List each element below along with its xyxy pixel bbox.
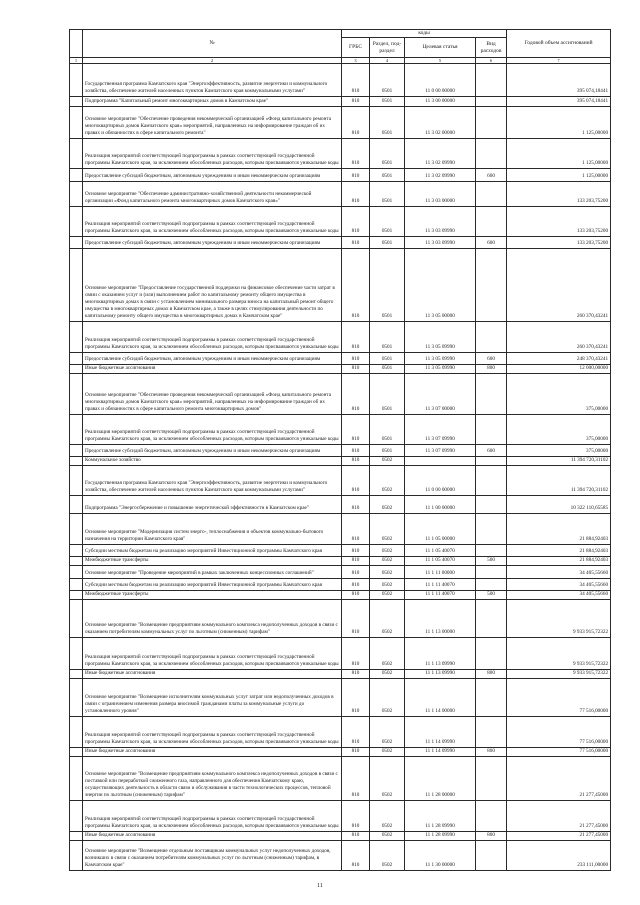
row-type: 800 (476, 748, 507, 757)
row-grbs: 810 (342, 801, 370, 832)
row-type (476, 374, 507, 415)
row-index (70, 353, 83, 365)
row-index (70, 237, 83, 249)
row-section: 0501 (370, 237, 405, 249)
row-grbs: 810 (342, 466, 370, 496)
row-amount: 21 277,45000 (507, 832, 611, 841)
row-type: 600 (476, 445, 507, 457)
row-amount: 375,00000 (507, 374, 611, 415)
row-target: 11 3 05 09990 (405, 353, 476, 365)
row-name: Реализация мероприятий соответствующей подпрограммы в рамках соответствующей государственной программы Камчатского края, за исключением обособленных расходов, которым присваиваются уникальные коды (83, 322, 342, 353)
row-type (476, 207, 507, 237)
row-grbs: 810 (342, 207, 370, 237)
header-index-1: 1 (70, 58, 83, 64)
row-type: 800 (476, 670, 507, 679)
row-grbs: 810 (342, 514, 370, 545)
row-target: 11 1 14 00000 (405, 679, 476, 717)
row-name: Основное мероприятие "Проведение мероприятий в рамках заключенных концессионных соглашений" (83, 566, 342, 579)
header-target: Целевая статья (405, 38, 476, 58)
row-section: 0501 (370, 249, 405, 322)
row-section: 0501 (370, 182, 405, 207)
row-type (476, 545, 507, 557)
table-row (70, 566, 611, 579)
row-section: 0502 (370, 496, 405, 514)
table-row (70, 557, 611, 566)
row-section: 0502 (370, 591, 405, 600)
row-name: Основное мероприятие "Возмещение отдельным поставщикам коммунальных услуг недополученных доходов, возникших в связи с оказанием потребителям коммунальных услуг по льготным (сниженным) тарифам, в Камчатском крае" (83, 841, 342, 871)
row-type (476, 600, 507, 638)
row-name: Иные бюджетные ассигнования (83, 365, 342, 374)
page-number: 11 (317, 883, 323, 889)
row-target: 11 1 11 00000 (405, 566, 476, 579)
row-type (476, 496, 507, 514)
row-name: Основное мероприятие "Предоставление государственной поддержки на финансовое обеспечение части затрат в связи с оказанием услуг и (или) выполнением работ по капитальному ремонту общего имущества в многоквартирных домах в связи с установлением минимального размера взноса на капитальный ремонт общего имущества в многоквартирных домах в Камчатском крае, а также в целях стимулирования деятельности по капитальному ремонту общего имущества в многоквартирных домах в Камчатском крае" (83, 249, 342, 322)
row-amount: 9 933 915,72322 (507, 600, 611, 638)
row-type (476, 64, 507, 97)
row-name: Подпрограмма "Энергосбережение и повышение энергетической эффективности в Камчатском крае" (83, 496, 342, 514)
row-index (70, 415, 83, 445)
table-row (70, 748, 611, 757)
row-index (70, 496, 83, 514)
header-blank-1 (70, 30, 83, 58)
row-amount: 12 000,00000 (507, 365, 611, 374)
row-section: 0502 (370, 679, 405, 717)
row-index (70, 717, 83, 748)
row-index (70, 365, 83, 374)
row-type (476, 182, 507, 207)
row-name: Реализация мероприятий соответствующей подпрограммы в рамках соответствующей государственной программы Камчатского края, за исключением обособленных расходов, которым присваиваются уникальные коды (83, 415, 342, 445)
row-grbs: 810 (342, 97, 370, 107)
row-amount: 248 370,43241 (507, 353, 611, 365)
row-index (70, 579, 83, 591)
row-section: 0502 (370, 557, 405, 566)
row-grbs: 810 (342, 182, 370, 207)
row-target: 11 1 11 40070 (405, 591, 476, 600)
table-row (70, 832, 611, 841)
row-target: 11 3 07 09990 (405, 445, 476, 457)
row-name: Межбюджетные трансферты (83, 591, 342, 600)
row-index (70, 374, 83, 415)
row-type (476, 801, 507, 832)
row-target: 11 1 00 00000 (405, 496, 476, 514)
row-grbs: 810 (342, 365, 370, 374)
row-grbs: 810 (342, 496, 370, 514)
row-grbs: 810 (342, 322, 370, 353)
row-target: 11 3 03 09990 (405, 207, 476, 237)
header-grbs: ГРБС (342, 38, 370, 58)
row-section: 0502 (370, 638, 405, 670)
row-name: Реализация мероприятий соответствующей подпрограммы в рамках соответствующей государственной программы Камчатского края, за исключением обособленных расходов, которым присваиваются уникальные коды (83, 207, 342, 237)
row-section: 0501 (370, 64, 405, 97)
row-type (476, 566, 507, 579)
row-grbs: 810 (342, 841, 370, 871)
table-row (70, 107, 611, 139)
row-target: 11 3 03 00000 (405, 182, 476, 207)
table-row (70, 249, 611, 322)
row-grbs: 810 (342, 670, 370, 679)
row-name: Предоставление субсидий бюджетным, автономным учреждениям и иным некоммерческим организациям (83, 445, 342, 457)
row-target: 11 3 02 09990 (405, 139, 476, 169)
row-amount: 77 516,00000 (507, 679, 611, 717)
row-grbs: 810 (342, 64, 370, 97)
row-amount: 133 203,75200 (507, 207, 611, 237)
row-target: 11 3 02 09990 (405, 169, 476, 182)
row-section: 0501 (370, 107, 405, 139)
row-amount: 11 394 720,31102 (507, 457, 611, 466)
table-row (70, 579, 611, 591)
table-row (70, 445, 611, 457)
row-index (70, 832, 83, 841)
table-row (70, 670, 611, 679)
row-name: Предоставление субсидий бюджетным, автономным учреждениям и иным некоммерческим организациям (83, 237, 342, 249)
row-type: 800 (476, 832, 507, 841)
row-type: 500 (476, 557, 507, 566)
row-amount: 34 405,55660 (507, 579, 611, 591)
row-amount: 11 394 720,31102 (507, 466, 611, 496)
row-amount: 233 111,00000 (507, 841, 611, 871)
row-name: Государственная программа Камчатского края "Энергоэффективность, развитие энергетики и коммунального хозяйства, обеспечение жителей населенных пунктов Камчатского края коммунальными услугами" (83, 466, 342, 496)
row-section: 0502 (370, 832, 405, 841)
row-target: 11 3 05 09990 (405, 322, 476, 353)
row-amount: 21 884,92403 (507, 545, 611, 557)
row-grbs: 810 (342, 557, 370, 566)
row-amount: 9 933 915,72322 (507, 670, 611, 679)
row-index (70, 169, 83, 182)
row-section: 0502 (370, 748, 405, 757)
row-index (70, 207, 83, 237)
row-amount: 10 322 110,65585 (507, 496, 611, 514)
row-amount: 34 405,55660 (507, 591, 611, 600)
table-row (70, 638, 611, 670)
row-target: 11 1 30 00000 (405, 841, 476, 871)
row-section: 0502 (370, 757, 405, 801)
table-row (70, 545, 611, 557)
row-amount: 21 884,92403 (507, 557, 611, 566)
row-amount: 260 370,43241 (507, 249, 611, 322)
row-type (476, 841, 507, 871)
row-grbs: 810 (342, 237, 370, 249)
row-index (70, 600, 83, 638)
row-grbs: 810 (342, 374, 370, 415)
row-section: 0501 (370, 97, 405, 107)
row-type (476, 457, 507, 466)
row-amount: 77 516,00000 (507, 748, 611, 757)
row-index (70, 670, 83, 679)
row-index (70, 182, 83, 207)
row-name: Государственная программа Камчатского края "Энергоэффективность, развитие энергетики и коммунального хозяйства, обеспечение жителей населенных пунктов Камчатского края коммунальными услугами" (83, 64, 342, 97)
row-target: 11 3 03 09990 (405, 237, 476, 249)
row-amount: 395 074,18441 (507, 97, 611, 107)
row-name: Основное мероприятие "Возмещение исполнителям коммунальных услуг затрат или недополученных доходов в связи с ограничением изменения размера вносимой гражданами платы за коммунальные услуги до установленного уровня" (83, 679, 342, 717)
row-type (476, 579, 507, 591)
row-name: Основное мероприятие "Обеспечение проведения некоммерческой организацией «Фонд капитального ремонта многоквартирных домов Камчатского края» мероприятий, направленных на информирование граждан об их правах и обязанностях в сфере капитального ремонта многоквартирных домов" (83, 374, 342, 415)
row-grbs: 810 (342, 445, 370, 457)
table-header (70, 30, 611, 64)
row-index (70, 249, 83, 322)
row-index (70, 557, 83, 566)
row-index (70, 457, 83, 466)
row-section: 0502 (370, 466, 405, 496)
row-target: 11 1 05 00000 (405, 514, 476, 545)
row-index (70, 679, 83, 717)
table-row (70, 415, 611, 445)
header-index-3: 3 (342, 58, 370, 64)
row-name: Предоставление субсидий бюджетным, автономным учреждениям и иным некоммерческим организациям (83, 353, 342, 365)
row-section: 0502 (370, 457, 405, 466)
row-target: 11 3 02 00000 (405, 107, 476, 139)
row-amount: 21 884,92403 (507, 514, 611, 545)
row-index (70, 64, 83, 97)
row-index (70, 841, 83, 871)
row-section: 0501 (370, 322, 405, 353)
row-type (476, 139, 507, 169)
row-target: 11 3 07 09990 (405, 415, 476, 445)
row-target: 11 3 07 00000 (405, 374, 476, 415)
row-target: 11 1 05 40070 (405, 557, 476, 566)
row-grbs: 810 (342, 832, 370, 841)
row-name: Субсидии местным бюджетам на реализацию мероприятий Инвестиционной программы Камчатского края (83, 545, 342, 557)
row-index (70, 514, 83, 545)
row-grbs: 810 (342, 638, 370, 670)
row-amount: 77 516,00000 (507, 717, 611, 748)
header-type: Вид расходов (476, 38, 507, 58)
row-grbs: 810 (342, 139, 370, 169)
row-grbs: 810 (342, 679, 370, 717)
row-amount: 9 933 915,72322 (507, 638, 611, 670)
row-grbs: 810 (342, 600, 370, 638)
header-codes: коды (342, 30, 507, 38)
table-row (70, 139, 611, 169)
row-type (476, 514, 507, 545)
row-target: 11 1 13 09990 (405, 638, 476, 670)
budget-table (69, 29, 611, 871)
row-name: Предоставление субсидий бюджетным, автономным учреждениям и иным некоммерческим организациям (83, 169, 342, 182)
table-row (70, 466, 611, 496)
row-target: 11 0 00 00000 (405, 64, 476, 97)
row-section: 0502 (370, 717, 405, 748)
row-section: 0502 (370, 566, 405, 579)
table-row (70, 717, 611, 748)
row-section: 0502 (370, 841, 405, 871)
row-section: 0501 (370, 374, 405, 415)
header-index-5: 5 (405, 58, 476, 64)
row-index (70, 591, 83, 600)
row-type: 500 (476, 591, 507, 600)
row-type (476, 322, 507, 353)
row-target: 11 1 13 00000 (405, 600, 476, 638)
row-grbs: 810 (342, 169, 370, 182)
row-target: 11 1 11 40070 (405, 579, 476, 591)
row-target (405, 457, 476, 466)
row-target: 11 3 00 00000 (405, 97, 476, 107)
row-amount: 260 370,43241 (507, 322, 611, 353)
row-amount: 395 074,18441 (507, 64, 611, 97)
table-body (70, 64, 611, 871)
row-amount: 1 125,00000 (507, 169, 611, 182)
header-amount: Годовой объем ассигнований (507, 30, 611, 58)
table-row (70, 591, 611, 600)
row-name: Субсидии местным бюджетам на реализацию мероприятий Инвестиционной программы Камчатского края (83, 579, 342, 591)
row-section: 0501 (370, 139, 405, 169)
row-type (476, 415, 507, 445)
table-row (70, 322, 611, 353)
table-row (70, 514, 611, 545)
row-type (476, 679, 507, 717)
row-grbs: 810 (342, 249, 370, 322)
row-name: Основное мероприятие "Модернизация систем энерго-, теплоснабжения и объектов коммунально-бытового назначения на территории Камчатского края" (83, 514, 342, 545)
table-row (70, 237, 611, 249)
row-index (70, 445, 83, 457)
row-type (476, 249, 507, 322)
row-amount: 21 277,45000 (507, 801, 611, 832)
row-name: Реализация мероприятий соответствующей подпрограммы в рамках соответствующей государственной программы Камчатского края, за исключением обособленных расходов, которым присваиваются уникальные коды (83, 638, 342, 670)
row-type: 800 (476, 365, 507, 374)
table-row (70, 457, 611, 466)
row-type: 600 (476, 237, 507, 249)
row-section: 0502 (370, 670, 405, 679)
row-name: Подпрограмма "Капитальный ремонт многоквартирных домов в Камчатском крае" (83, 97, 342, 107)
row-index (70, 638, 83, 670)
row-section: 0501 (370, 365, 405, 374)
row-amount: 34 405,55660 (507, 566, 611, 579)
table-row (70, 365, 611, 374)
row-amount: 375,00000 (507, 445, 611, 457)
row-section: 0502 (370, 514, 405, 545)
table-row (70, 97, 611, 107)
row-name: Основное мероприятие "Обеспечение проведения некоммерческой организацией «Фонд капитального ремонта многоквартирных домов Камчатского края» мероприятий, направленных на информирование граждан об их правах и обязанностях в сфере капитального ремонта" (83, 107, 342, 139)
row-section: 0501 (370, 169, 405, 182)
row-type (476, 107, 507, 139)
row-name: Иные бюджетные ассигнования (83, 670, 342, 679)
row-section: 0501 (370, 353, 405, 365)
table-row (70, 207, 611, 237)
table-row (70, 757, 611, 801)
row-target: 11 3 05 09990 (405, 365, 476, 374)
row-index (70, 545, 83, 557)
row-name: Основное мероприятие "Обеспечение административно-хозяйственной деятельности некоммерческой организации «Фонд капитального ремонта многоквартирных домов Камчатского края»" (83, 182, 342, 207)
row-type (476, 638, 507, 670)
row-index (70, 107, 83, 139)
row-grbs: 810 (342, 545, 370, 557)
table-row (70, 496, 611, 514)
table-row (70, 679, 611, 717)
row-index (70, 97, 83, 107)
row-index (70, 748, 83, 757)
row-target: 11 1 14 09990 (405, 748, 476, 757)
header-index-7: 7 (507, 58, 611, 64)
row-index (70, 466, 83, 496)
row-name: Реализация мероприятий соответствующей подпрограммы в рамках соответствующей государственной программы Камчатского края, за исключением обособленных расходов, которым присваиваются уникальные коды (83, 801, 342, 832)
row-grbs: 810 (342, 748, 370, 757)
row-grbs: 810 (342, 566, 370, 579)
table-row (70, 182, 611, 207)
row-amount: 133 203,75200 (507, 237, 611, 249)
table-row (70, 169, 611, 182)
row-name: Основное мероприятие "Возмещение предприятиям коммунального комплекса недополученных доходов в связи с оказанием потребителям коммунальных услуг по льготным (сниженным) тарифам" (83, 600, 342, 638)
row-amount: 133 203,75200 (507, 182, 611, 207)
row-name: Межбюджетные трансферты (83, 557, 342, 566)
row-name: Реализация мероприятий соответствующей подпрограммы в рамках соответствующей государственной программы Камчатского края, за исключением обособленных расходов, которым присваиваются уникальные коды (83, 717, 342, 748)
row-section: 0502 (370, 600, 405, 638)
row-target: 11 1 14 09990 (405, 717, 476, 748)
table-row (70, 64, 611, 97)
row-amount: 21 277,45000 (507, 757, 611, 801)
row-type (476, 757, 507, 801)
row-section: 0501 (370, 207, 405, 237)
row-target: 11 0 00 00000 (405, 466, 476, 496)
table-row (70, 353, 611, 365)
row-type (476, 717, 507, 748)
row-grbs: 810 (342, 591, 370, 600)
row-grbs: 810 (342, 717, 370, 748)
row-type: 600 (476, 169, 507, 182)
row-amount: 1 125,00000 (507, 139, 611, 169)
row-grbs: 810 (342, 107, 370, 139)
row-type (476, 466, 507, 496)
header-index-2: 2 (83, 58, 342, 64)
row-name: Иные бюджетные ассигнования (83, 832, 342, 841)
row-name: Иные бюджетные ассигнования (83, 748, 342, 757)
row-name: Реализация мероприятий соответствующей подпрограммы в рамках соответствующей государственной программы Камчатского края, за исключением обособленных расходов, которым присваиваются уникальные коды (83, 139, 342, 169)
row-section: 0501 (370, 445, 405, 457)
table-row (70, 374, 611, 415)
row-section: 0501 (370, 415, 405, 445)
row-target: 11 1 28 09990 (405, 801, 476, 832)
row-type (476, 97, 507, 107)
row-grbs: 810 (342, 415, 370, 445)
header-index-4: 4 (370, 58, 405, 64)
header-section: Раздел, под-раздел (370, 38, 405, 58)
table-row (70, 841, 611, 871)
row-grbs: 810 (342, 353, 370, 365)
row-name: Основное мероприятие "Возмещение предприятиям коммунального комплекса недополученных доходов в связи с поставкой или переработкой сжиженного газа, направленного для обеспечения Камчатскому краю, осуществляющих деятельность в области связи и обслуживания в части технологических процессов, тепловой энергии по льготным (сниженным) тарифам" (83, 757, 342, 801)
row-target: 11 1 28 09990 (405, 832, 476, 841)
row-section: 0502 (370, 545, 405, 557)
header-index-6: 6 (476, 58, 507, 64)
row-index (70, 757, 83, 801)
row-name: Коммунальное хозяйство (83, 457, 342, 466)
row-grbs: 810 (342, 757, 370, 801)
row-amount: 375,00000 (507, 415, 611, 445)
row-index (70, 566, 83, 579)
row-index (70, 801, 83, 832)
row-index (70, 322, 83, 353)
row-type: 600 (476, 353, 507, 365)
row-grbs: 810 (342, 457, 370, 466)
row-index (70, 139, 83, 169)
row-amount: 1 125,00000 (507, 107, 611, 139)
row-target: 11 1 13 09990 (405, 670, 476, 679)
row-target: 11 3 05 00000 (405, 249, 476, 322)
row-section: 0502 (370, 579, 405, 591)
table-row (70, 801, 611, 832)
row-section: 0502 (370, 801, 405, 832)
table-row (70, 600, 611, 638)
row-target: 11 1 28 00000 (405, 757, 476, 801)
header-num: № (83, 30, 342, 58)
row-grbs: 810 (342, 579, 370, 591)
row-target: 11 1 05 40070 (405, 545, 476, 557)
